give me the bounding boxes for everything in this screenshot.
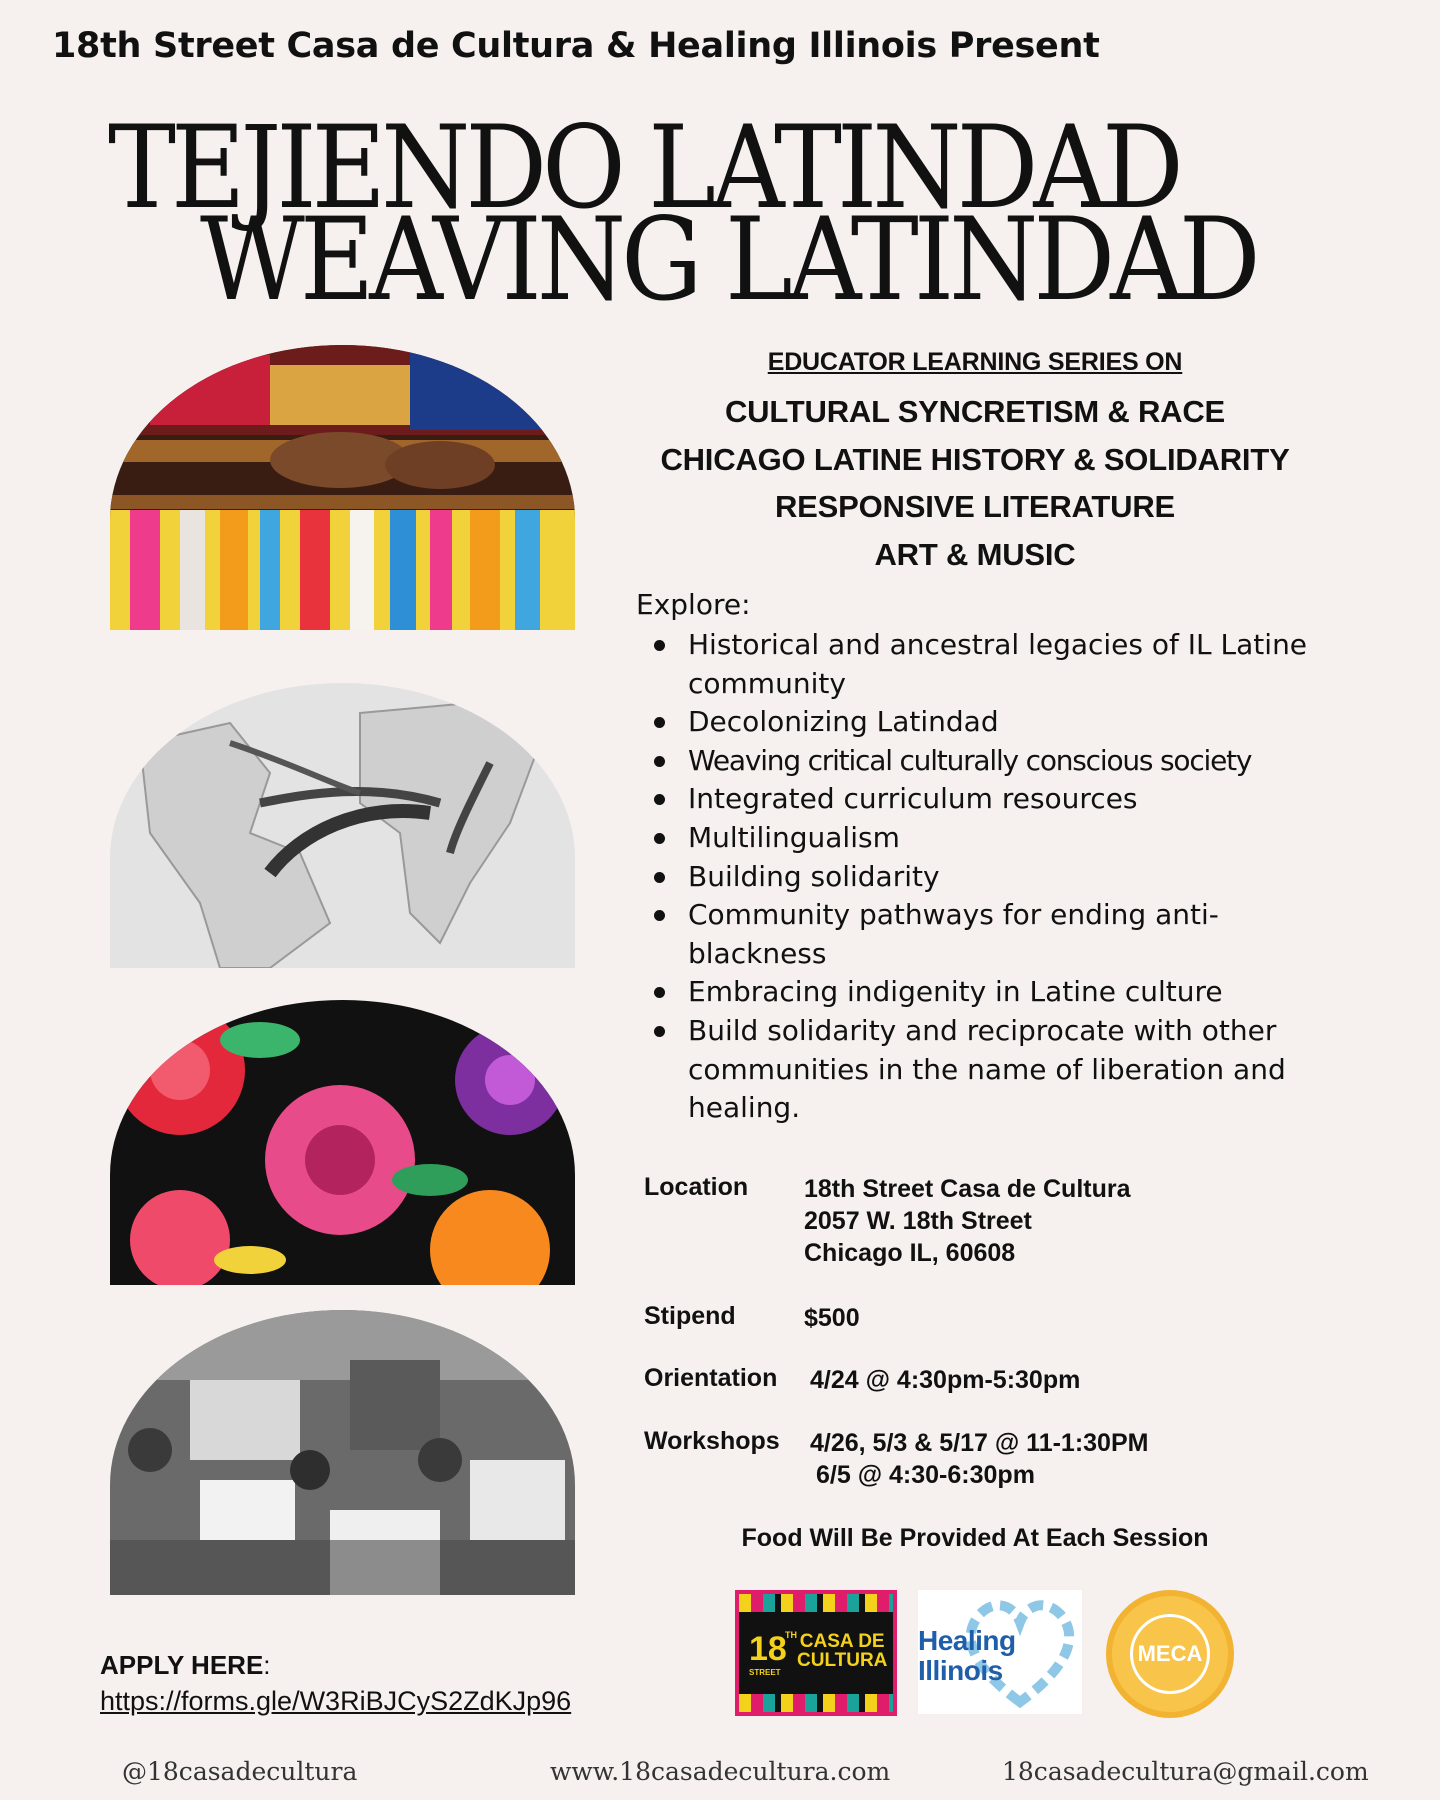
casa-logo-name-line: CULTURA [797,1650,888,1671]
series-topics [620,388,1330,578]
casa-de-cultura-logo [735,1590,897,1716]
location-address [804,1173,1131,1269]
presenter-header: 18th Street Casa de Cultura & Healing Illinois Present [52,26,1100,66]
workshops-line: 4/26, 5/3 & 5/17 @ 11-1:30PM [810,1429,1149,1457]
explore-item: Decolonizing Latindad [636,703,1336,742]
explore-label: Explore: [636,588,751,621]
explore-item: Weaving critical culturally conscious society [636,742,1336,781]
apply-label [100,1650,271,1681]
stipend-value: $500 [804,1304,860,1332]
explore-item: Build solidarity and reciprocate with other communities in the name of liberation and healing. [636,1012,1336,1128]
social-handle: @18casadecultura [122,1757,358,1786]
explore-item: Building solidarity [636,858,1336,897]
explore-item: Embracing indigenity in Latine culture [636,973,1336,1012]
casa-logo-street: STREET [749,1668,781,1677]
apply-label-text: APPLY HERE [100,1650,264,1680]
workshops-dates [810,1427,1148,1491]
embroidered-flowers-image [110,1000,575,1285]
healing-logo-line: Illinois [918,1655,1003,1686]
map-image [110,683,575,968]
casa-logo-name [797,1632,887,1670]
explore-list [636,626,1336,1128]
healing-logo-text [918,1626,1016,1686]
apply-link[interactable]: https://forms.gle/W3RiBJCyS2ZdKJp96 [100,1686,572,1716]
casa-logo-name-line: CASA DE [799,1631,885,1652]
explore-item: Community pathways for ending anti-blackness [636,896,1336,973]
website-link[interactable]: www.18casadecultura.com [550,1757,891,1786]
explore-item: Historical and ancestral legacies of IL Latine community [636,626,1336,703]
meca-logo [1106,1590,1234,1718]
location-line: 18th Street Casa de Cultura [804,1175,1131,1203]
title-spanish: TEJIENDO LATINDAD [108,101,1179,236]
series-topic: CULTURAL SYNCRETISM & RACE [725,394,1225,429]
healing-illinois-logo [918,1590,1082,1714]
logo-stripe [739,1694,893,1712]
stipend-label: Stipend [644,1302,736,1330]
series-heading: EDUCATOR LEARNING SERIES ON [767,348,1183,376]
email-link[interactable]: 18casadecultura@gmail.com [1002,1757,1369,1786]
location-line: Chicago IL, 60608 [804,1239,1016,1267]
series-topic: CHICAGO LATINE HISTORY & SOLIDARITY [660,441,1290,477]
meca-logo-text: MECA [1130,1614,1210,1694]
casa-logo-th: TH [785,1630,797,1640]
location-label: Location [644,1173,749,1201]
weaving-loom-image [110,345,575,630]
food-note: Food Will Be Provided At Each Session [741,1524,1209,1552]
orientation-value: 4/24 @ 4:30pm-5:30pm [810,1366,1081,1394]
title-english: WEAVING LATINDAD [200,193,1256,328]
apply-label-colon: : [263,1650,271,1680]
orientation-label: Orientation [644,1364,778,1392]
series-topic: ART & MUSIC [874,536,1076,572]
logo-stripe [739,1594,893,1612]
explore-item: Multilingualism [636,819,1336,858]
workshops-label: Workshops [644,1427,780,1455]
healing-logo-line: Healing [918,1625,1016,1656]
protest-photo-image [110,1310,575,1595]
location-line: 2057 W. 18th Street [804,1207,1032,1235]
explore-item: Integrated curriculum resources [636,780,1336,819]
workshops-line: 6/5 @ 4:30-6:30pm [816,1461,1035,1489]
series-topic: RESPONSIVE LITERATURE [775,489,1175,524]
casa-logo-number: 18 [749,1630,787,1668]
